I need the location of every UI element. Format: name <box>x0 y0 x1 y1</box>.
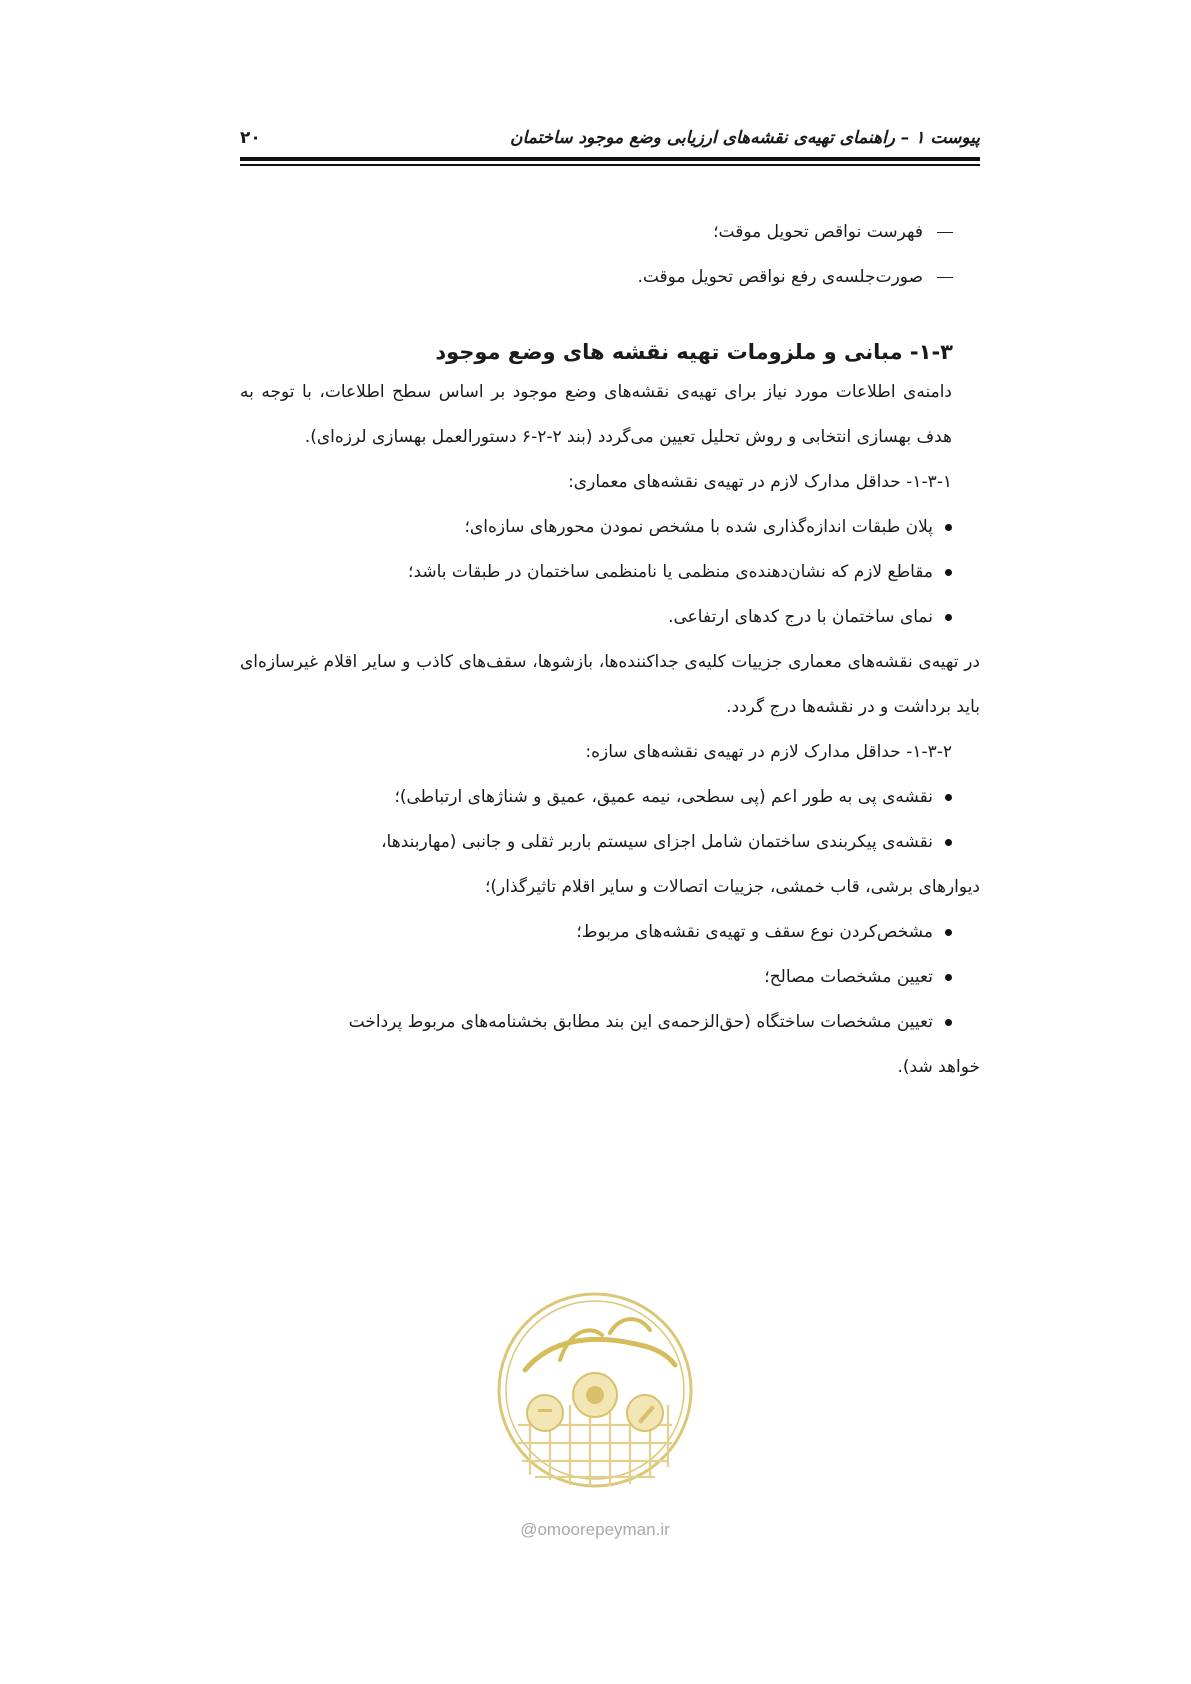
bullet-icon <box>945 929 952 936</box>
dash-list <box>240 210 953 300</box>
bullet-text: مقاطع لازم که نشان‌دهنده‌ی منظمی یا نامنظمی ساختمان در طبقات باشد؛ <box>408 562 933 582</box>
bullet-item <box>240 820 980 865</box>
bullet-item <box>240 775 980 820</box>
subsection-title-structure: ۱-۳-۲- حداقل مدارک لازم در تهیه‌ی نقشه‌های سازه: <box>585 742 952 762</box>
bullet-icon <box>945 974 952 981</box>
bullet-item <box>240 595 980 640</box>
bullet-text: پلان طبقات اندازه‌گذاری شده با مشخص نمودن محورهای سازه‌ای؛ <box>464 517 933 537</box>
body-text <box>240 370 980 1090</box>
dash-item-text: فهرست نواقص تحویل موقت؛ <box>713 222 923 242</box>
bullet-text: تعیین مشخصات ساختگاه (حق‌الزحمه‌ی این بند مطابق بخشنامه‌های مربوط پرداخت <box>348 1012 933 1032</box>
bullet-item <box>240 1000 980 1045</box>
bullet-item <box>240 550 980 595</box>
page-number: ۲۰ <box>240 128 261 148</box>
dash-list-item <box>240 210 953 255</box>
bullet-icon <box>945 1019 952 1026</box>
architecture-bullet-list <box>240 505 980 640</box>
watermark-logo-icon <box>490 1285 700 1495</box>
bullet-text: نقشه‌ی پیکربندی ساختمان شامل اجزای سیستم باربر ثقلی و جانبی (مهاربندها، <box>381 832 933 852</box>
dash-list-item <box>240 255 953 300</box>
header-rule-thick <box>240 157 980 161</box>
bullet-continuation: خواهد شد). <box>897 1057 980 1077</box>
bullet-icon <box>945 569 952 576</box>
bullet-item <box>240 505 980 550</box>
bullet-continuation: دیوارهای برشی، قاب خمشی، جزییات اتصالات و سایر اقلام تاثیرگذار)؛ <box>485 877 980 897</box>
dash-marker <box>937 232 953 234</box>
intro-paragraph: دامنه‌ی اطلاعات مورد نیاز برای تهیه‌ی نقشه‌های وضع موجود بر اساس سطح اطلاعات، با توجه به هدف بهسازی انتخابی و روش تحلیل تعیین می‌گردد (بند ۲-۲-۶ دستورالعمل بهسازی لرزه‌ای). <box>240 382 952 447</box>
dash-marker <box>937 277 953 279</box>
bullet-icon <box>945 524 952 531</box>
section-heading: ۱-۳- مبانی و ملزومات تهیه نقشه های وضع موجود <box>435 340 953 364</box>
dash-item-text: صورت‌جلسه‌ی رفع نواقص تحویل موقت. <box>637 267 923 287</box>
header-rule-thin <box>240 164 980 166</box>
architecture-paragraph: در تهیه‌ی نقشه‌های معماری جزییات کلیه‌ی جداکننده‌ها، بازشوها، سقف‌های کاذب و سایر اقلام غیرسازه‌ای باید برداشت و در نقشه‌ها درج گردد. <box>240 652 980 717</box>
bullet-text: تعیین مشخصات مصالح؛ <box>764 967 933 987</box>
structure-bullet-list <box>240 775 980 1090</box>
bullet-icon <box>945 614 952 621</box>
subsection-title-architecture: ۱-۳-۱- حداقل مدارک لازم در تهیه‌ی نقشه‌های معماری: <box>568 472 952 492</box>
page-header <box>240 128 980 152</box>
bullet-icon <box>945 839 952 846</box>
header-title: پیوست ۱ – راهنمای تهیه‌ی نقشه‌های ارزیابی وضع موجود ساختمان <box>510 128 980 148</box>
bullet-text: مشخص‌کردن نوع سقف و تهیه‌ی نقشه‌های مربوط؛ <box>576 922 933 942</box>
bullet-text: نمای ساختمان با درج کدهای ارتفاعی. <box>668 607 933 627</box>
bullet-text: نقشه‌ی پی به طور اعم (پی سطحی، نیمه عمیق، عمیق و شناژهای ارتباطی)؛ <box>394 787 933 807</box>
bullet-icon <box>945 794 952 801</box>
watermark-url: @omoorepeyman.ir <box>520 1520 670 1539</box>
bullet-item <box>240 910 980 955</box>
bullet-item <box>240 955 980 1000</box>
